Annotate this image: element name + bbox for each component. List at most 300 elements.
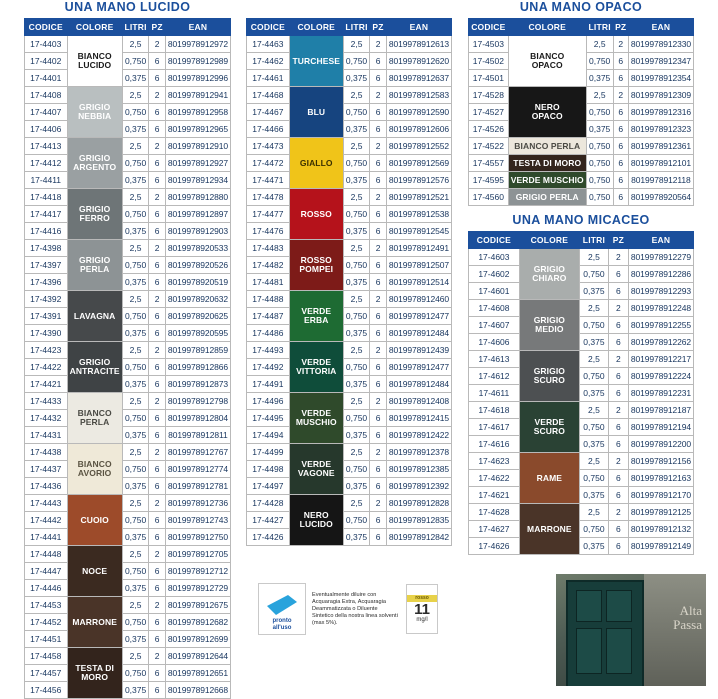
cell-pz: 6 [149,614,166,631]
cell-pz: 6 [370,308,387,325]
table-row [469,317,694,334]
cell-pz: 6 [149,461,166,478]
cell-colore-swatch: GRIGIO FERRO [67,189,122,240]
cell-colore-swatch: BLU [289,87,343,138]
section-title-opaco: UNA MANO OPACO [519,0,643,14]
cell-pz: 2 [608,300,628,317]
cell-ean: 8019978912248 [628,300,693,317]
cell-codice: 17-4403 [25,36,68,53]
cell-colore-swatch: TESTA DI MORO [508,155,586,172]
cell-pz: 2 [370,393,387,410]
cell-ean: 8019978912637 [386,70,451,87]
table-row [469,334,694,351]
cell-litri: 2,5 [579,504,608,521]
cell-pz: 6 [608,334,628,351]
cell-ean: 8019978912606 [386,121,451,138]
cell-ean: 8019978912224 [628,368,693,385]
cell-ean: 8019978912965 [165,121,230,138]
cell-ean: 8019978912521 [386,189,451,206]
column-header-codice: CODICE [247,19,290,36]
cell-litri: 0,375 [122,274,149,291]
table-row [469,249,694,266]
pronto-label-1: pronto [272,618,292,624]
cell-codice: 17-4617 [469,419,520,436]
cell-ean: 8019978912644 [165,648,230,665]
cell-ean: 8019978912217 [628,351,693,368]
door-panel [576,590,602,622]
table-row [25,478,231,495]
voc-value: 11 [414,601,430,618]
column-header-ean: EAN [628,232,693,249]
photo-caption-line1: Alta [679,603,702,618]
cell-codice: 17-4406 [25,121,68,138]
cell-pz: 6 [149,325,166,342]
table-row [247,155,452,172]
cell-litri: 0,750 [122,512,149,529]
cell-litri: 0,375 [579,538,608,555]
cell-ean: 8019978912149 [628,538,693,555]
photo-door [566,580,644,686]
cell-litri: 0,750 [343,155,369,172]
table-row [25,223,231,240]
cell-codice: 17-4613 [469,351,520,368]
cell-colore-swatch: GRIGIO SCURO [519,351,579,402]
cell-ean: 8019978912576 [386,172,451,189]
cell-codice: 17-4438 [25,444,68,461]
cell-litri: 0,750 [122,665,149,682]
cell-pz: 2 [608,453,628,470]
product-photo [556,574,706,686]
product-info [258,578,448,640]
cell-codice: 17-4606 [469,334,520,351]
cell-ean: 8019978912583 [386,87,451,104]
cell-litri: 0,750 [579,266,608,283]
cell-litri: 0,375 [122,70,149,87]
cell-colore-swatch: VERDE ERBA [289,291,343,342]
table-lucido2-container [246,18,452,546]
cell-codice: 17-4411 [25,172,68,189]
cell-litri: 0,375 [122,529,149,546]
cell-pz: 2 [608,351,628,368]
column-header-codice: CODICE [25,19,68,36]
cell-colore-swatch: BIANCO LUCIDO [67,36,122,87]
cell-codice: 17-4488 [247,291,290,308]
cell-colore-swatch: ROSSO [289,189,343,240]
table-row [25,53,231,70]
table-row [25,461,231,478]
section-lucido [24,0,231,699]
table-row [247,393,452,410]
cell-pz: 6 [370,359,387,376]
cell-ean: 8019978912668 [165,682,230,699]
table-row [25,87,231,104]
column-header-litri: LITRI [122,19,149,36]
cell-ean: 8019978912125 [628,504,693,521]
table-row [25,631,231,648]
cell-litri: 0,750 [122,104,149,121]
cell-colore-swatch: NERO OPACO [508,87,586,138]
table-row [247,206,452,223]
column-header-codice: CODICE [469,232,520,249]
table-row [247,138,452,155]
cell-codice: 17-4477 [247,206,290,223]
table-row [469,470,694,487]
cell-pz: 6 [149,478,166,495]
cell-litri: 2,5 [343,36,369,53]
door-panel [606,590,632,622]
cell-litri: 0,750 [579,419,608,436]
cell-litri: 2,5 [343,495,369,512]
pronto-label-2: all'uso [272,625,292,631]
cell-ean: 8019978912484 [386,325,451,342]
cell-litri: 0,750 [343,461,369,478]
column-header-codice: CODICE [469,19,509,36]
cell-pz: 6 [608,385,628,402]
cell-pz: 2 [370,87,387,104]
table-row [469,436,694,453]
cell-pz: 6 [608,470,628,487]
cell-pz: 6 [608,317,628,334]
table-row [25,359,231,376]
column-header-pz: PZ [149,19,166,36]
table-row [25,376,231,393]
cell-pz: 2 [608,402,628,419]
cell-pz: 2 [608,504,628,521]
cell-litri: 2,5 [343,138,369,155]
table-row [25,121,231,138]
cell-pz: 2 [149,189,166,206]
cell-litri: 2,5 [122,546,149,563]
cell-ean: 8019978912279 [628,249,693,266]
cell-ean: 8019978912545 [386,223,451,240]
cell-ean: 8019978912354 [628,70,693,87]
cell-pz: 6 [149,529,166,546]
table-row [469,87,694,104]
table-row [247,376,452,393]
cell-ean: 8019978912194 [628,419,693,436]
cell-litri: 0,375 [122,580,149,597]
cell-pz: 2 [370,189,387,206]
cell-pz: 6 [149,631,166,648]
cell-litri: 0,750 [122,410,149,427]
cell-codice: 17-4458 [25,648,68,665]
table-row [25,512,231,529]
cell-litri: 0,750 [343,359,369,376]
cell-ean: 8019978912309 [628,87,693,104]
section-title-micaceo: UNA MANO MICACEO [512,213,650,227]
cell-litri: 0,750 [122,308,149,325]
cell-codice: 17-4463 [247,36,290,53]
table-row [247,70,452,87]
cell-ean: 8019978912156 [628,453,693,470]
cell-pz: 6 [370,206,387,223]
cell-codice: 17-4467 [247,104,290,121]
cell-litri: 0,375 [343,325,369,342]
column-header-ean: EAN [628,19,693,36]
cell-ean: 8019978912699 [165,631,230,648]
table-row [247,427,452,444]
table-row [25,580,231,597]
cell-ean: 8019978920526 [165,257,230,274]
table-row [247,512,452,529]
cell-colore-swatch: VERDE SCURO [519,402,579,453]
cell-ean: 8019978912873 [165,376,230,393]
cell-litri: 0,750 [343,206,369,223]
cell-litri: 0,750 [343,257,369,274]
cell-ean: 8019978912132 [628,521,693,538]
photo-caption [673,604,702,632]
table-row [469,172,694,189]
cell-pz: 2 [613,87,628,104]
cell-litri: 0,750 [122,206,149,223]
cell-pz: 6 [370,257,387,274]
cell-ean: 8019978920519 [165,274,230,291]
table-header-row [469,19,694,36]
cell-ean: 8019978912910 [165,138,230,155]
cell-codice: 17-4433 [25,393,68,410]
table-row [469,283,694,300]
cell-codice: 17-4413 [25,138,68,155]
cell-codice: 17-4452 [25,614,68,631]
cell-litri: 0,750 [579,470,608,487]
cell-pz: 2 [370,495,387,512]
cell-ean: 8019978912620 [386,53,451,70]
cell-pz: 6 [149,257,166,274]
cell-pz: 2 [149,291,166,308]
cell-litri: 2,5 [343,393,369,410]
cell-ean: 8019978912484 [386,376,451,393]
table-row [25,410,231,427]
cell-litri: 0,375 [122,223,149,240]
table-row [25,308,231,325]
cell-litri: 0,375 [122,121,149,138]
cell-codice: 17-4501 [469,70,509,87]
cell-ean: 8019978912675 [165,597,230,614]
cell-codice: 17-4612 [469,368,520,385]
cell-litri: 0,375 [586,121,613,138]
cell-ean: 8019978912439 [386,342,451,359]
cell-pz: 6 [370,223,387,240]
cell-codice: 17-4443 [25,495,68,512]
cell-litri: 0,750 [122,155,149,172]
table-row [247,359,452,376]
column-header-colore: COLORE [519,232,579,249]
table-row [247,410,452,427]
cell-codice: 17-4502 [469,53,509,70]
table-header-row [25,19,231,36]
cell-litri: 0,375 [122,478,149,495]
cell-ean: 8019978912286 [628,266,693,283]
cell-codice: 17-4390 [25,325,68,342]
table-row [469,351,694,368]
cell-pz: 6 [370,529,387,546]
table-row [25,172,231,189]
cell-codice: 17-4456 [25,682,68,699]
table-row [247,121,452,138]
cell-ean: 8019978912682 [165,614,230,631]
cell-pz: 6 [613,155,628,172]
voc-label: rosso [407,595,437,602]
column-header-colore: COLORE [289,19,343,36]
cell-pz: 6 [370,478,387,495]
cell-codice: 17-4626 [469,538,520,555]
section-title-lucido: UNA MANO LUCIDO [64,0,191,14]
cell-pz: 6 [613,121,628,138]
door-panel [606,628,632,674]
cell-pz: 2 [370,342,387,359]
cell-codice: 17-4427 [247,512,290,529]
cell-ean: 8019978912255 [628,317,693,334]
cell-pz: 6 [149,410,166,427]
cell-colore-swatch: RAME [519,453,579,504]
section-title-lucido-2 [246,0,452,14]
table-row [25,444,231,461]
table-row [25,393,231,410]
cell-codice: 17-4496 [247,393,290,410]
table-row [469,453,694,470]
cell-codice: 17-4623 [469,453,520,470]
table-row [247,478,452,495]
cell-codice: 17-4473 [247,138,290,155]
cell-codice: 17-4476 [247,223,290,240]
cell-litri: 2,5 [122,240,149,257]
cell-litri: 0,375 [579,487,608,504]
cell-pz: 2 [149,495,166,512]
column-header-litri: LITRI [343,19,369,36]
door-panel [576,628,602,674]
table-row [469,504,694,521]
cell-codice: 17-4482 [247,257,290,274]
cell-litri: 0,375 [343,478,369,495]
cell-ean: 8019978920533 [165,240,230,257]
cell-pz: 2 [370,138,387,155]
cell-codice: 17-4611 [469,385,520,402]
table-row [247,240,452,257]
column-header-pz: PZ [608,232,628,249]
cell-pz: 6 [149,155,166,172]
cell-pz: 6 [149,376,166,393]
cell-pz: 6 [370,461,387,478]
cell-pz: 6 [608,538,628,555]
cell-pz: 6 [370,376,387,393]
table-row [247,444,452,461]
cell-litri: 2,5 [579,300,608,317]
section-micaceo [468,213,694,555]
table-row [247,104,452,121]
cell-colore-swatch: MARRONE [519,504,579,555]
cell-pz: 6 [608,487,628,504]
cell-ean: 8019978912842 [386,529,451,546]
cell-litri: 2,5 [122,291,149,308]
cell-ean: 8019978912422 [386,427,451,444]
cell-pz: 6 [370,325,387,342]
cell-litri: 0,375 [122,682,149,699]
cell-codice: 17-4423 [25,342,68,359]
table-row [469,521,694,538]
cell-litri: 0,750 [586,189,613,206]
cell-codice: 17-4418 [25,189,68,206]
table-row [247,495,452,512]
cell-pz: 6 [149,580,166,597]
cell-litri: 0,375 [343,529,369,546]
table-row [25,563,231,580]
cell-pz: 6 [608,436,628,453]
cell-ean: 8019978920595 [165,325,230,342]
cell-codice: 17-4396 [25,274,68,291]
cell-litri: 0,750 [122,563,149,580]
table-row [247,274,452,291]
table-row [25,70,231,87]
cell-pz: 6 [149,104,166,121]
cell-ean: 8019978912934 [165,172,230,189]
column-header-pz: PZ [613,19,628,36]
table-row [247,257,452,274]
table-row [25,597,231,614]
cell-codice: 17-4436 [25,478,68,495]
cell-litri: 2,5 [122,495,149,512]
cell-litri: 0,375 [579,283,608,300]
cell-ean: 8019978912613 [386,36,451,53]
cell-litri: 2,5 [343,444,369,461]
cell-litri: 2,5 [579,453,608,470]
cell-litri: 0,750 [343,104,369,121]
cell-codice: 17-4498 [247,461,290,478]
cell-codice: 17-4497 [247,478,290,495]
cell-ean: 8019978912118 [628,172,693,189]
cell-codice: 17-4417 [25,206,68,223]
cell-pz: 6 [149,512,166,529]
cell-codice: 17-4401 [25,70,68,87]
cell-litri: 0,375 [343,121,369,138]
cell-ean: 8019978920632 [165,291,230,308]
cell-ean: 8019978912316 [628,104,693,121]
cell-pz: 6 [613,70,628,87]
cell-pz: 6 [608,368,628,385]
cell-pz: 6 [370,512,387,529]
cell-pz: 6 [608,266,628,283]
table-row [25,614,231,631]
table-row [469,155,694,172]
column-header-ean: EAN [386,19,451,36]
cell-ean: 8019978912880 [165,189,230,206]
cell-ean: 8019978912507 [386,257,451,274]
table-row [469,138,694,155]
table-opaco-container [468,18,694,206]
cell-codice: 17-4471 [247,172,290,189]
cell-litri: 2,5 [122,648,149,665]
table-row [25,529,231,546]
cell-pz: 6 [149,223,166,240]
cell-codice: 17-4522 [469,138,509,155]
section-opaco [468,0,694,206]
cell-ean: 8019978920564 [628,189,693,206]
table-row [469,419,694,436]
cell-codice: 17-4461 [247,70,290,87]
cell-ean: 8019978912415 [386,410,451,427]
dilution-note: Eventualmente diluire con Acquaragia Extra, Acquaragia Deammatizzata o Diluente Sintetico della nostra linea solventi (max 5%). [312,591,398,626]
cell-colore-swatch: GRIGIO PERLA [67,240,122,291]
cell-pz: 6 [608,521,628,538]
table-row [25,648,231,665]
table-row [25,257,231,274]
table-row [247,223,452,240]
cell-pz: 6 [149,172,166,189]
column-header-ean: EAN [165,19,230,36]
table-row [25,291,231,308]
cell-codice: 17-4416 [25,223,68,240]
cell-pz: 6 [370,121,387,138]
table-row [247,325,452,342]
